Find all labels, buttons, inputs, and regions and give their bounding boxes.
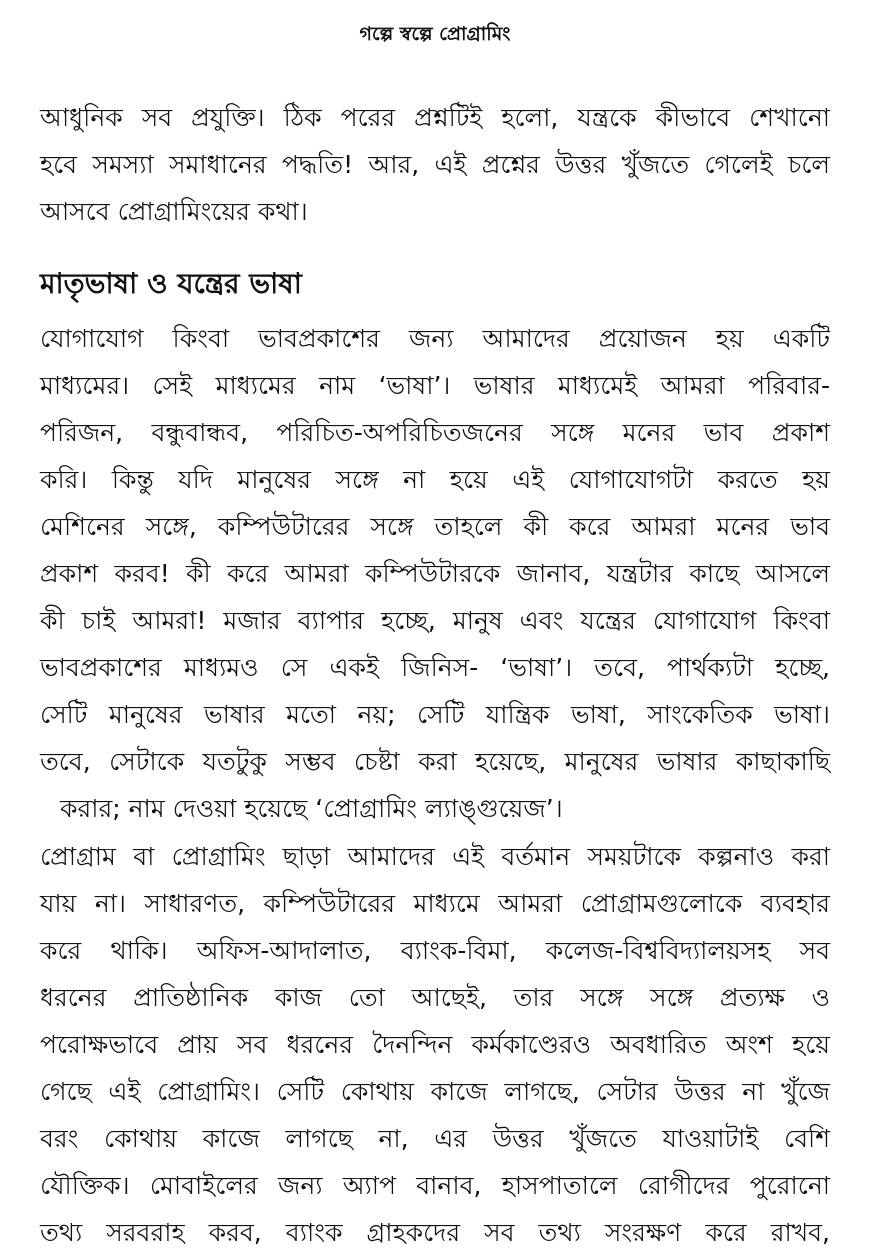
text-line: যায় না। সাধারণত, কম্পিউটারের মাধ্যমে আমরা প্রোগ্রামগুলোকে ব্যবহার (40, 889, 830, 918)
text-line: কী চাই আমরা! মজার ব্যাপার হচ্ছে, মানুষ এবং যন্ত্রের যোগাযোগ কিংবা (40, 606, 830, 635)
text-line: সেটি মানুষের ভাষার মতো নয়; সেটি যান্ত্রিক ভাষা, সাংকেতিক ভাষা। (40, 700, 831, 729)
paragraph-intro (40, 94, 830, 235)
text-line: মাধ্যমের। সেই মাধ্যমের নাম ‘ভাষা’। ভাষার মাধ্যমেই আমরা পরিবার- (40, 371, 830, 400)
text-line: বরং কোথায় কাজে লাগছে না, এর উত্তর খুঁজতে যাওয়াটাই বেশি (40, 1124, 830, 1153)
paragraph-programming (40, 833, 830, 1256)
text-line: ভাবপ্রকাশের মাধ্যমও সে একই জিনিস- ‘ভাষা’। তবে, পার্থক্যটা হচ্ছে, (40, 653, 830, 682)
text-line: তবে, সেটাকে যতটুকু সম্ভব চেষ্টা করা হয়েছে, মানুষের ভাষার কাছাকাছি (40, 747, 830, 776)
text-line: করে থাকি। অফিস-আদালাত, ব্যাংক-বিমা, কলেজ-বিশ্ববিদ্যালয়সহ সব (40, 936, 830, 965)
text-line: যৌক্তিক। মোবাইলের জন্য অ্যাপ বানাব, হাসপাতালে রোগীদের পুরোনো (40, 1171, 830, 1200)
text-line: আধুনিক সব প্রযুক্তি। ঠিক পরের প্রশ্নটিই হলো, যন্ত্রকে কীভাবে শেখানো (40, 103, 830, 132)
text-line: করার; নাম দেওয়া হয়েছে ‘প্রোগ্রামিং ল্যাঙ্গুয়েজ’। (60, 794, 563, 823)
text-line: তথ্য সরবরাহ করব, ব্যাংক গ্রাহকদের সব তথ্য সংরক্ষণ করে রাখব, (40, 1218, 830, 1247)
running-header: গল্পে স্বল্পে প্রোগ্রামিং (359, 23, 511, 45)
paragraph-language (40, 315, 830, 832)
text-line: যোগাযোগ কিংবা ভাবপ্রকাশের জন্য আমাদের প্রয়োজন হয় একটি (40, 324, 830, 353)
text-line: পরোক্ষভাবে প্রায় সব ধরনের দৈনন্দিন কর্মকাণ্ডেরও অবধারিত অংশ হয়ে (40, 1030, 830, 1059)
text-line: হবে সমস্যা সমাধানের পদ্ধতি! আর, এই প্রশ্নের উত্তর খুঁজতে গেলেই চলে (40, 150, 830, 179)
text-line: আসবে প্রোগ্রামিংয়ের কথা। (40, 197, 308, 226)
text-line: করি। কিন্তু যদি মানুষের সঙ্গে না হয়ে এই যোগাযোগটা করতে হয় (40, 465, 830, 494)
text-line: ধরনের প্রাতিষ্ঠানিক কাজ তো আছেই, তার সঙ্গে সঙ্গে প্রত্যক্ষ ও (40, 983, 830, 1012)
text-line: প্রোগ্রাম বা প্রোগ্রামিং ছাড়া আমাদের এই বর্তমান সময়টাকে কল্পনাও করা (40, 842, 830, 871)
text-line: প্রকাশ করব! কী করে আমরা কম্পিউটারকে জানাব, যন্ত্রটার কাছে আসলে (40, 559, 830, 588)
text-line: গেছে এই প্রোগ্রামিং। সেটি কোথায় কাজে লাগছে, সেটার উত্তর না খুঁজে (40, 1077, 830, 1106)
section-heading: মাতৃভাষা ও যন্ত্রের ভাষা (40, 267, 302, 300)
text-line: মেশিনের সঙ্গে, কম্পিউটারের সঙ্গে তাহলে কী করে আমরা মনের ভাব (40, 512, 830, 541)
text-line: পরিজন, বন্ধুবান্ধব, পরিচিত-অপরিচিতজনের সঙ্গে মনের ভাব প্রকাশ (40, 418, 830, 447)
